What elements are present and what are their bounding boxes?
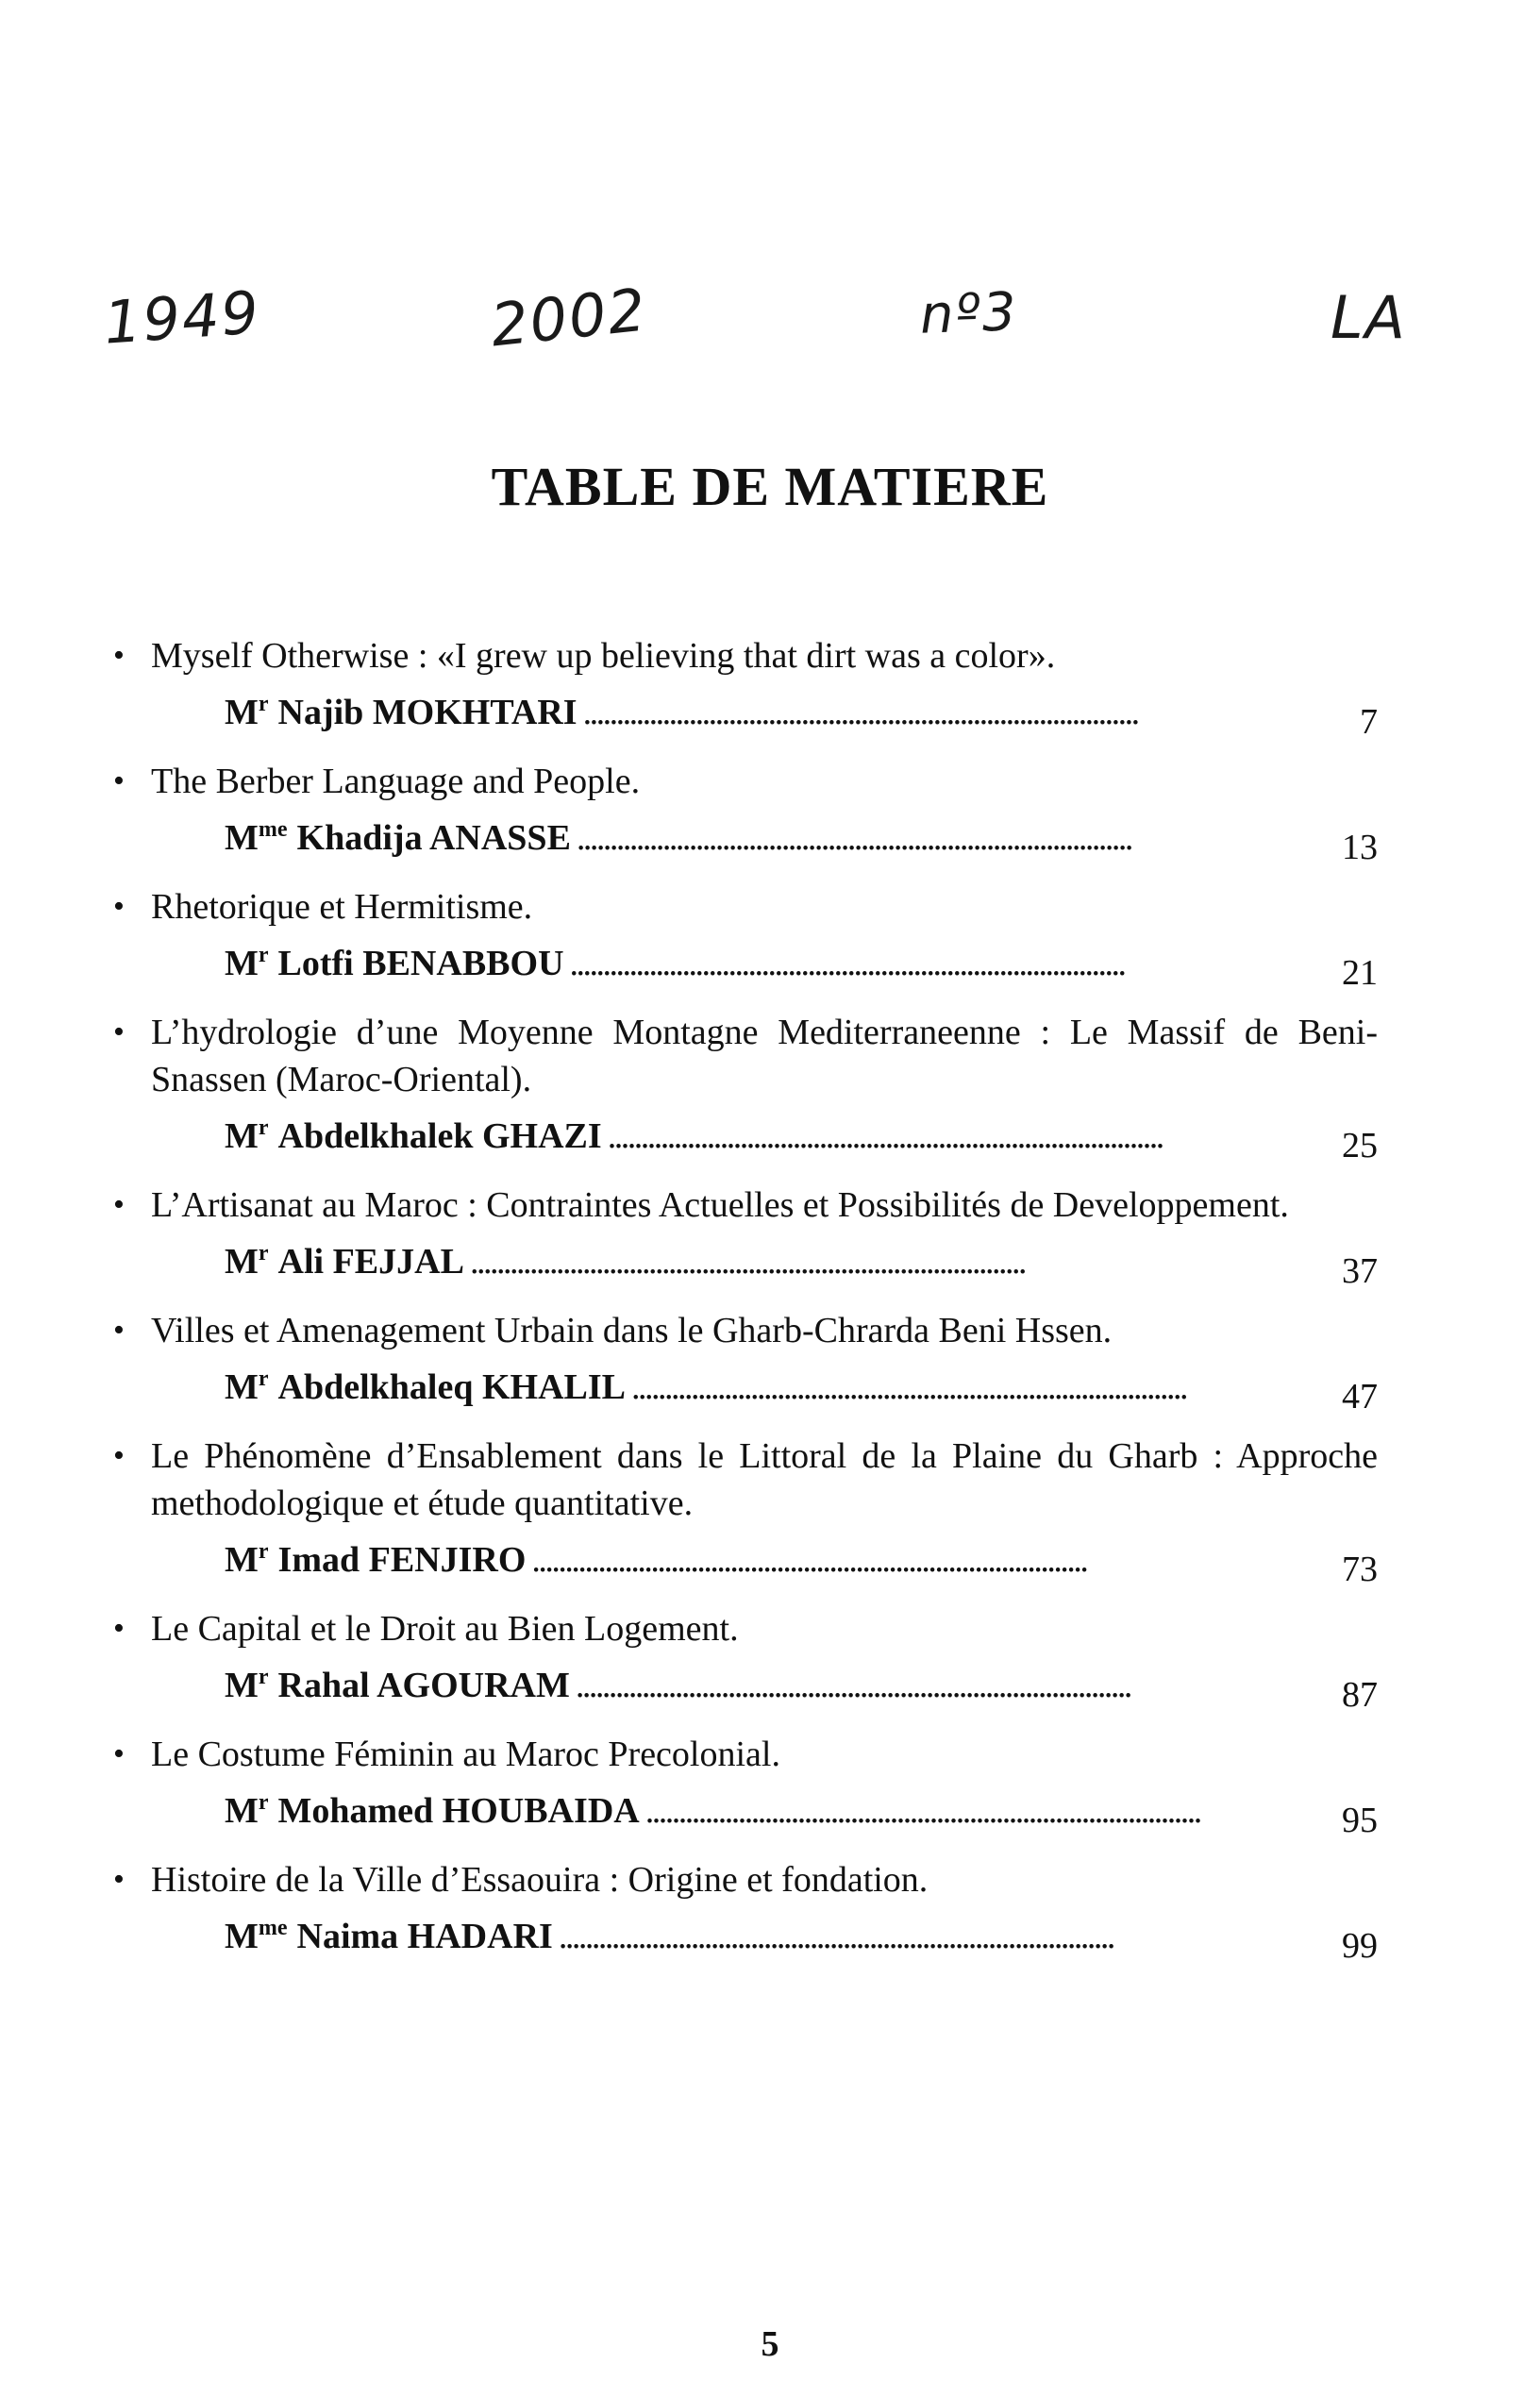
author-name: Khadija ANASSE: [296, 818, 571, 858]
dot-leader: [631, 1363, 1312, 1412]
entry-title: Rhetorique et Hermitisme.: [151, 887, 533, 927]
entry-page: 73: [1342, 1550, 1378, 1589]
entry-page: 99: [1342, 1926, 1378, 1966]
author-name: Mohamed HOUBAIDA: [277, 1791, 640, 1831]
entry-page: 21: [1342, 953, 1378, 993]
bullet-icon: •: [113, 638, 125, 673]
author-name: Ali FEJJAL: [277, 1242, 464, 1282]
honorific: r: [258, 1366, 269, 1391]
entry-title: Myself Otherwise : «I grew up believing that dirt was a color».: [151, 636, 1056, 676]
entry-title: Histoire de la Ville d’Essaouira : Origine et fondation.: [151, 1860, 929, 1900]
honorific: r: [258, 1790, 269, 1815]
entry-page: 25: [1342, 1126, 1378, 1165]
toc-entry[interactable]: [113, 758, 1378, 867]
honorific: r: [258, 1539, 269, 1564]
toc-entry[interactable]: [113, 1182, 1378, 1291]
author-name: Abdelkhaleq KHALIL: [277, 1367, 627, 1407]
toc-entry[interactable]: [113, 883, 1378, 993]
entry-author: $M^r$ Ali FEJJAL: [225, 1241, 464, 1282]
bullet-icon: •: [113, 1611, 125, 1646]
honorific: r: [258, 943, 269, 967]
author-name: Abdelkhalek GHAZI: [277, 1116, 602, 1156]
entry-title: Villes et Amenagement Urbain dans le Gharb-Chrarda Beni Hssen.: [151, 1311, 1113, 1350]
bullet-icon: •: [113, 1862, 125, 1897]
entry-author: $M^r$ Najib MOKHTARI: [225, 692, 578, 732]
bullet-icon: •: [113, 1736, 125, 1771]
page-number: 5: [761, 2324, 779, 2364]
dot-leader: [645, 1786, 1312, 1835]
entry-author: $M^r$ Abdelkhalek GHAZI: [225, 1115, 602, 1156]
honorific: me: [258, 1916, 288, 1940]
entry-author: $M^r$ Imad FENJIRO: [225, 1539, 527, 1580]
entry-page: 13: [1342, 828, 1378, 867]
table-of-contents: [113, 632, 1378, 1982]
bullet-icon: •: [113, 1438, 125, 1473]
toc-entry[interactable]: [113, 1433, 1378, 1589]
entry-page: 47: [1342, 1377, 1378, 1416]
entry-title: Le Costume Féminin au Maroc Precolonial.: [151, 1735, 780, 1774]
entry-author: $M^{me}$ Naima HADARI: [225, 1916, 553, 1956]
entry-author: $M^r$ Mohamed HOUBAIDA: [225, 1790, 640, 1831]
entry-page: 95: [1342, 1801, 1378, 1840]
honorific: r: [258, 1241, 269, 1266]
entry-title: Le Phénomène d’Ensablement dans le Littoral de la Plaine du Gharb : Approche methodologique et étude quantitative.: [151, 1436, 1378, 1523]
handwritten-note-year: 1949: [101, 277, 263, 358]
author-name: Naima HADARI: [296, 1917, 553, 1956]
honorific: r: [258, 692, 269, 716]
entry-author: $M^r$ Lotfi BENABBOU: [225, 943, 564, 983]
bullet-icon: •: [113, 1014, 125, 1049]
honorific: me: [258, 817, 288, 842]
author-name: Najib MOKHTARI: [277, 693, 578, 732]
entry-title: Le Capital et le Droit au Bien Logement.: [151, 1609, 739, 1649]
bullet-icon: •: [113, 763, 125, 798]
toc-entry[interactable]: [113, 632, 1378, 742]
dot-leader: [470, 1237, 1312, 1286]
handwritten-note-initials: LA: [1331, 283, 1407, 352]
entry-page: 37: [1342, 1251, 1378, 1291]
dot-leader: [577, 813, 1312, 863]
dot-leader: [559, 1912, 1312, 1961]
toc-entry[interactable]: [113, 1731, 1378, 1840]
dot-leader: [570, 939, 1312, 988]
author-name: Imad FENJIRO: [277, 1540, 527, 1580]
entry-title: The Berber Language and People.: [151, 762, 641, 801]
toc-entry[interactable]: [113, 1009, 1378, 1165]
author-name: Lotfi BENABBOU: [277, 944, 564, 983]
page-title: TABLE DE MATIERE: [491, 456, 1049, 517]
entry-title: L’hydrologie d’une Moyenne Montagne Mediterraneenne : Le Massif de Beni-Snassen (Maroc-Oriental).: [151, 1013, 1378, 1099]
handwritten-note-year-2: 2002: [487, 275, 651, 360]
toc-entry[interactable]: [113, 1605, 1378, 1715]
handwritten-note-number: nº3: [918, 281, 1019, 346]
bullet-icon: •: [113, 889, 125, 924]
toc-entry[interactable]: [113, 1307, 1378, 1416]
author-name: Rahal AGOURAM: [277, 1666, 570, 1705]
entry-page: 87: [1342, 1675, 1378, 1715]
dot-leader: [608, 1112, 1312, 1161]
bullet-icon: •: [113, 1313, 125, 1348]
entry-page: 7: [1360, 702, 1378, 742]
entry-author: $M^r$ Rahal AGOURAM: [225, 1665, 570, 1705]
entry-author: $M^{me}$ Khadija ANASSE: [225, 817, 571, 858]
dot-leader: [583, 688, 1312, 737]
bullet-icon: •: [113, 1187, 125, 1222]
honorific: r: [258, 1665, 269, 1689]
entry-author: $M^r$ Abdelkhaleq KHALIL: [225, 1366, 627, 1407]
toc-entry[interactable]: [113, 1856, 1378, 1966]
dot-leader: [576, 1661, 1312, 1710]
dot-leader: [531, 1535, 1312, 1584]
entry-title: L’Artisanat au Maroc : Contraintes Actuelles et Possibilités de Developpement.: [151, 1185, 1289, 1225]
honorific: r: [258, 1115, 269, 1140]
